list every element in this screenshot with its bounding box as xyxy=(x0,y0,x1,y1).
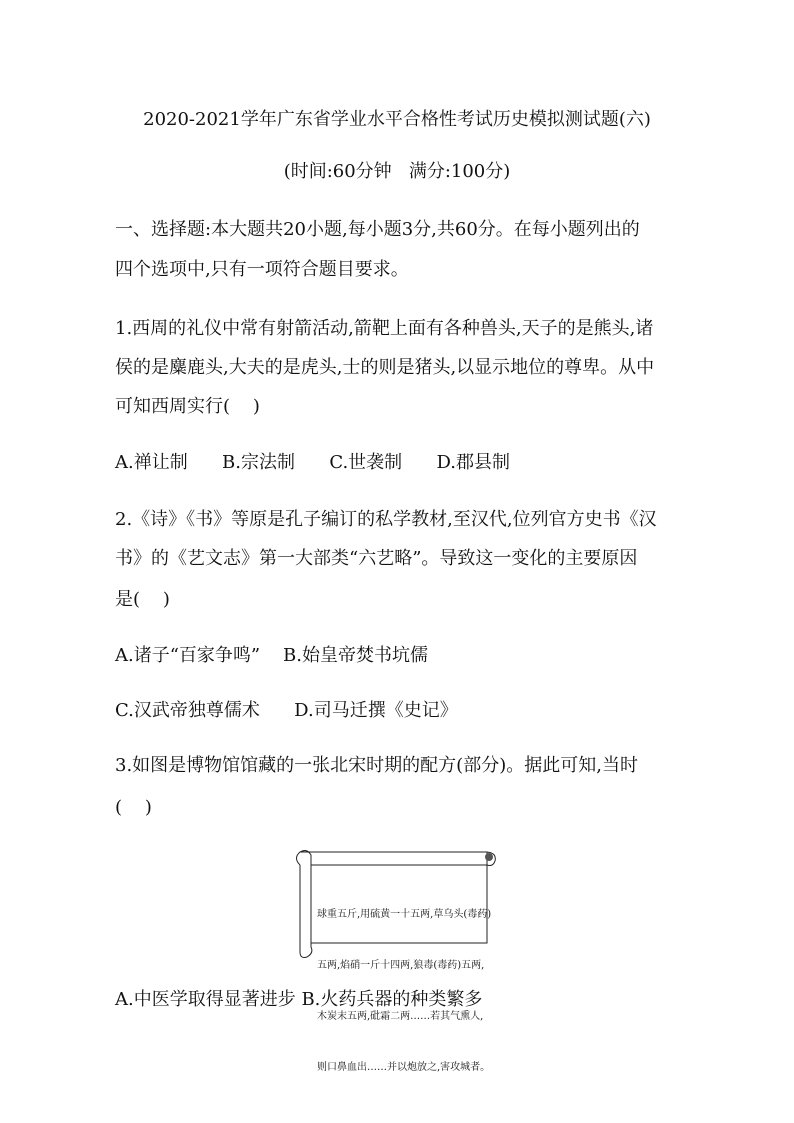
question-options: C.汉武帝独尊儒术 D.司马迁撰《史记》 xyxy=(115,700,458,721)
scroll-line: 木炭末五两,砒霜二两……若其气熏人, xyxy=(317,1011,484,1022)
question-stem-line: 3.如图是博物馆馆藏的一张北宋时期的配方(部分)。据此可知,当时 xyxy=(115,755,638,776)
question-stem-line: 可知西周实行( ) xyxy=(115,396,260,417)
scroll-line: 球重五斤,用硫黄一十五两,草乌头(毒药) xyxy=(317,909,492,920)
question-stem-line: ( ) xyxy=(115,797,152,818)
question-stem-line: 1.西周的礼仪中常有射箭活动,箭靶上面有各种兽头,天子的是熊头,诸 xyxy=(115,318,654,339)
section-heading-line: 一、选择题:本大题共20小题,每小题3分,共60分。在每小题列出的 xyxy=(115,219,640,240)
scroll-line: 则口鼻血出……并以炮放之,害攻城者。 xyxy=(317,1062,491,1073)
section-heading-line: 四个选项中,只有一项符合题目要求。 xyxy=(115,259,409,280)
question-stem-line: 侯的是麋鹿头,大夫的是虎头,士的则是猪头,以显示地位的尊卑。从中 xyxy=(115,357,655,378)
scroll-line: 五两,焰硝一斤十四两,狼毒(毒药)五两, xyxy=(317,960,485,971)
page-subtitle: (时间:60分钟 满分:100分) xyxy=(283,161,511,182)
question-options: A.禅让制 B.宗法制 C.世袭制 D.郡县制 xyxy=(115,452,511,473)
page-title: 2020-2021学年广东省学业水平合格性考试历史模拟测试题(六) xyxy=(143,109,651,130)
question-options: A.诸子“百家争鸣” B.始皇帝焚书坑儒 xyxy=(115,645,428,666)
question-stem-line: 是( ) xyxy=(115,589,170,610)
question-stem-line: 书》的《艺文志》第一大部类“六艺略”。导致这一变化的主要原因 xyxy=(115,548,638,569)
question-stem-line: 2.《诗》《书》等原是孔子编订的私学教材,至汉代,位列官方史书《汉 xyxy=(115,509,657,530)
question-options: A.中医学取得显著进步 B.火药兵器的种类繁多 xyxy=(115,989,483,1010)
